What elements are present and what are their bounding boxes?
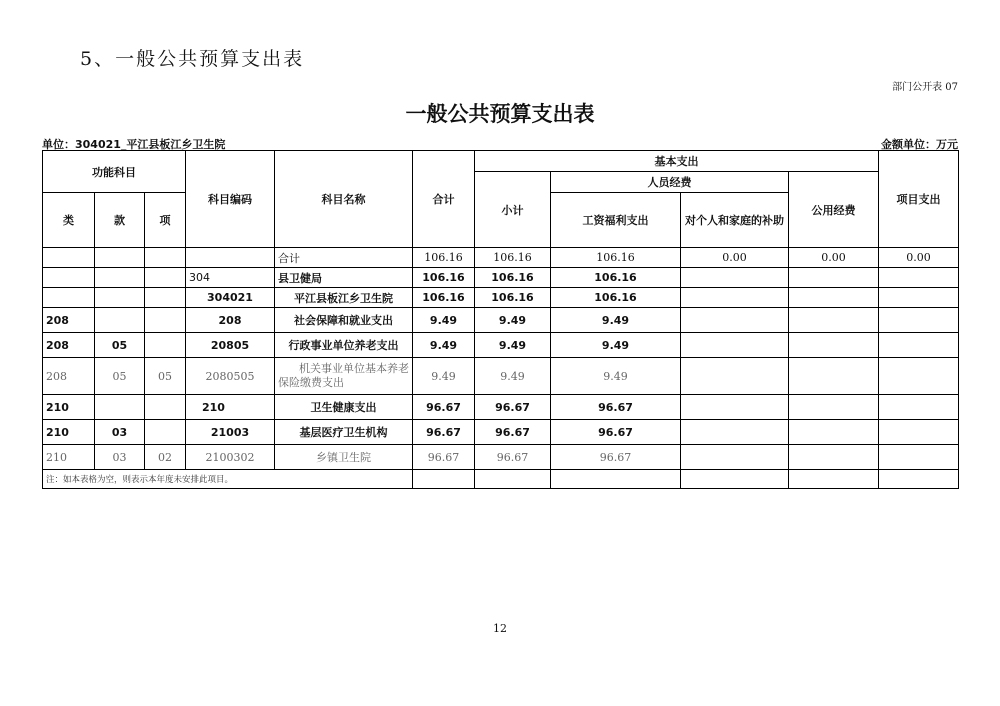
cell-lei: 210 [43,420,95,445]
cell-code: 208 [186,308,275,333]
cell-kuan: 03 [95,445,145,470]
cell-xiang [145,248,186,268]
table-row [43,268,959,288]
cell-wage: 96.67 [551,445,681,470]
cell-lei: 210 [43,395,95,420]
cell-wage: 106.16 [551,268,681,288]
cell-code: 2080505 [186,358,275,395]
cell-subtotal: 96.67 [475,395,551,420]
budget-expenditure-table [42,150,959,489]
cell-name: 社会保障和就业支出 [275,308,413,333]
cell-wage: 106.16 [551,288,681,308]
note-empty-cell [413,470,475,489]
cell-kuan: 05 [95,358,145,395]
cell-name: 基层医疗卫生机构 [275,420,413,445]
cell-subsidy [681,268,789,288]
cell-subtotal: 9.49 [475,308,551,333]
cell-total: 106.16 [413,288,475,308]
cell-xiang [145,420,186,445]
note-empty-cell [789,470,879,489]
unit-label: 单位：304021_平江县板江乡卫生院 [42,138,226,151]
note-empty-cell [681,470,789,489]
cell-public [789,288,879,308]
cell-subsidy [681,420,789,445]
cell-xiang [145,333,186,358]
cell-subtotal: 96.67 [475,420,551,445]
cell-lei [43,248,95,268]
amount-unit-label: 金额单位：万元 [881,138,958,151]
cell-wage: 9.49 [551,308,681,333]
cell-total: 106.16 [413,268,475,288]
table-row [43,248,959,268]
header-subsidy: 对个人和家庭的补助 [681,193,789,248]
cell-code: 210 [186,395,275,420]
cell-name: 平江县板江乡卫生院 [275,288,413,308]
cell-kuan [95,288,145,308]
cell-code: 21003 [186,420,275,445]
cell-subsidy [681,358,789,395]
cell-subtotal: 106.16 [475,288,551,308]
page-number: 12 [493,622,507,635]
cell-kuan: 05 [95,333,145,358]
cell-public [789,358,879,395]
header-kuan: 款 [95,193,145,248]
cell-subsidy: 0.00 [681,248,789,268]
note-row [43,470,959,489]
header-public: 公用经费 [789,172,879,248]
cell-total: 106.16 [413,248,475,268]
cell-code: 304021 [186,288,275,308]
note-empty-cell [879,470,959,489]
cell-project [879,308,959,333]
table-row [43,333,959,358]
cell-name-line1: 机关事业单位基本养老 [299,362,409,375]
cell-total: 96.67 [413,395,475,420]
cell-name: 县卫健局 [275,268,413,288]
cell-code: 304 [186,268,275,288]
cell-project [879,288,959,308]
cell-xiang: 02 [145,445,186,470]
cell-kuan: 03 [95,420,145,445]
table-row [43,445,959,470]
cell-wage: 106.16 [551,248,681,268]
cell-total: 96.67 [413,420,475,445]
cell-public [789,420,879,445]
cell-code [186,248,275,268]
table-row [43,395,959,420]
cell-project [879,358,959,395]
cell-subtotal: 9.49 [475,333,551,358]
cell-public [789,445,879,470]
cell-public [789,268,879,288]
cell-subtotal: 106.16 [475,268,551,288]
cell-xiang [145,288,186,308]
cell-name [275,358,413,395]
cell-wage: 96.67 [551,395,681,420]
cell-lei [43,268,95,288]
header-wage: 工资福利支出 [551,193,681,248]
cell-public: 0.00 [789,248,879,268]
cell-subsidy [681,445,789,470]
note-empty-cell [551,470,681,489]
cell-project [879,333,959,358]
cell-lei: 208 [43,358,95,395]
cell-kuan [95,308,145,333]
cell-xiang [145,395,186,420]
cell-name: 合计 [275,248,413,268]
table-row [43,288,959,308]
page-title: 一般公共预算支出表 [405,102,595,126]
table-row [43,358,959,395]
header-name: 科目名称 [275,151,413,248]
cell-public [789,395,879,420]
header-total: 合计 [413,151,475,248]
cell-subsidy [681,395,789,420]
cell-total: 96.67 [413,445,475,470]
cell-public [789,333,879,358]
cell-public [789,308,879,333]
cell-project: 0.00 [879,248,959,268]
cell-wage: 9.49 [551,333,681,358]
note-empty-cell [475,470,551,489]
cell-subtotal: 106.16 [475,248,551,268]
cell-total: 9.49 [413,358,475,395]
cell-subtotal: 9.49 [475,358,551,395]
cell-lei: 208 [43,333,95,358]
table-number: 部门公开表 07 [892,82,958,93]
cell-lei: 208 [43,308,95,333]
cell-total: 9.49 [413,333,475,358]
cell-kuan [95,248,145,268]
cell-subsidy [681,308,789,333]
header-lei: 类 [43,193,95,248]
header-project: 项目支出 [879,151,959,248]
header-personnel: 人员经费 [551,172,789,193]
cell-name: 行政事业单位养老支出 [275,333,413,358]
cell-wage: 96.67 [551,420,681,445]
header-subtotal: 小计 [475,172,551,248]
cell-xiang: 05 [145,358,186,395]
table-note: 注：如本表格为空，则表示本年度未安排此项目。 [43,470,413,489]
cell-project [879,445,959,470]
header-code: 科目编码 [186,151,275,248]
cell-name: 卫生健康支出 [275,395,413,420]
cell-code: 2100302 [186,445,275,470]
cell-subsidy [681,333,789,358]
cell-lei [43,288,95,308]
cell-subsidy [681,288,789,308]
table-row [43,308,959,333]
cell-total: 9.49 [413,308,475,333]
header-xiang: 项 [145,193,186,248]
cell-kuan [95,395,145,420]
cell-wage: 9.49 [551,358,681,395]
cell-xiang [145,268,186,288]
cell-name-line2: 保险缴费支出 [278,376,344,389]
cell-name: 乡镇卫生院 [275,445,413,470]
cell-project [879,420,959,445]
cell-xiang [145,308,186,333]
cell-project [879,395,959,420]
table-row [43,420,959,445]
cell-code: 20805 [186,333,275,358]
section-title: 5、一般公共预算支出表 [80,48,305,70]
cell-project [879,268,959,288]
cell-lei: 210 [43,445,95,470]
header-basic: 基本支出 [475,151,879,172]
header-func: 功能科目 [43,151,186,193]
cell-kuan [95,268,145,288]
cell-subtotal: 96.67 [475,445,551,470]
